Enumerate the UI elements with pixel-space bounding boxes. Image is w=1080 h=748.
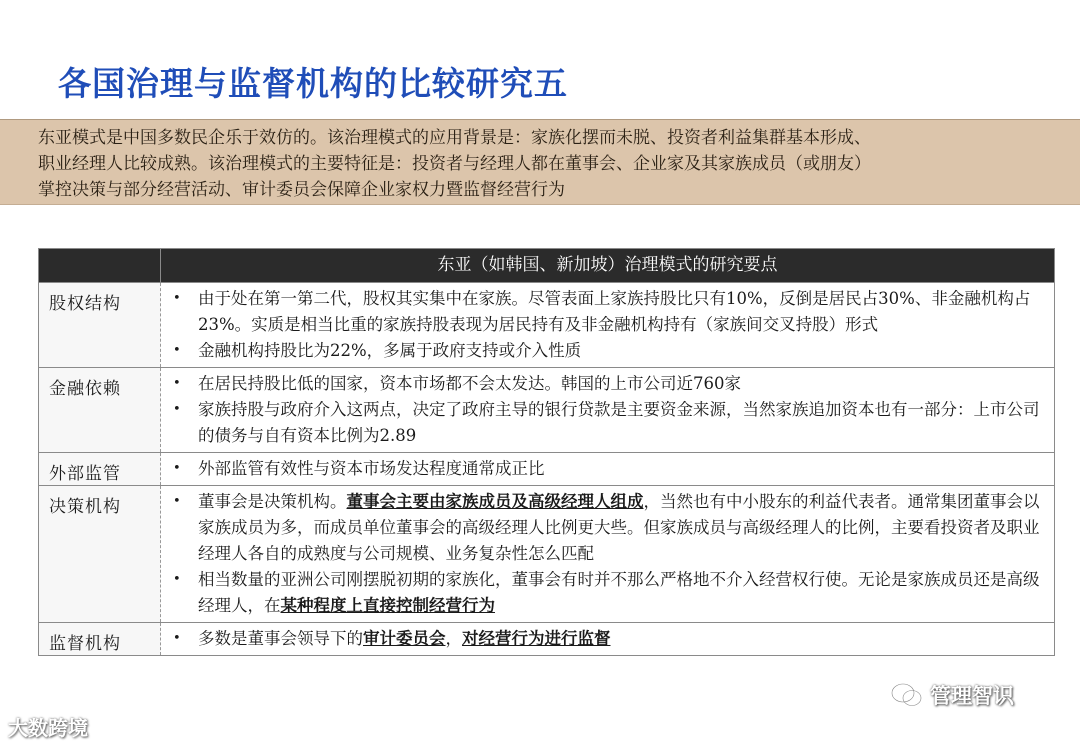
item-text: 相当数量的亚洲公司刚摆脱初期的家族化，董事会有时并不那么严格地不介入经营权行使。无论是家族成员还是高级经理人，在 xyxy=(198,570,1040,615)
list-item xyxy=(171,626,1044,652)
list-item xyxy=(171,489,1044,567)
table-row xyxy=(39,283,1055,368)
item-text: 由于处在第一第二代，股权其实集中在家族。尽管表面上家族持股比只有10%，反倒是居民占30%、非金融机构占23%。实质是相当比重的家族持股表现为居民持有及非金融机构持有（家族间交叉持股）形式 xyxy=(198,289,1031,334)
bullet-list xyxy=(171,489,1044,619)
row-content xyxy=(161,623,1055,656)
watermark-right-text: 管理智识 xyxy=(930,684,1014,708)
bullet-icon: • xyxy=(173,494,181,509)
comparison-table xyxy=(38,248,1055,656)
row-content xyxy=(161,486,1055,623)
table-row xyxy=(39,486,1055,623)
watermark-left-text: 大数跨境 xyxy=(8,716,88,740)
watermark-left xyxy=(8,712,88,741)
emphasis-text: 某种程度上直接控制经营行为 xyxy=(280,596,495,615)
intro-line: 东亚模式是中国多数民企乐于效仿的。该治理模式的应用背景是：家族化摆而未脱、投资者利益集群基本形成、 xyxy=(38,128,871,148)
emphasis-text: 审计委员会 xyxy=(363,629,446,648)
bullet-list xyxy=(171,371,1044,449)
bullet-icon: • xyxy=(173,402,181,417)
list-item xyxy=(171,338,1044,364)
row-content xyxy=(161,453,1055,486)
list-item xyxy=(171,286,1044,338)
table-header: 东亚（如韩国、新加坡）治理模式的研究要点 xyxy=(161,249,1055,283)
emphasis-text: 对经营行为进行监督 xyxy=(462,629,611,648)
bullet-icon: • xyxy=(173,572,181,587)
list-item xyxy=(171,371,1044,397)
bullet-icon: • xyxy=(173,631,181,646)
bullet-list xyxy=(171,286,1044,364)
table-header-row xyxy=(39,249,1055,283)
bullet-icon: • xyxy=(173,291,181,306)
bullet-icon: • xyxy=(173,461,181,476)
item-text: 在居民持股比低的国家，资本市场都不会太发达。韩国的上市公司近760家 xyxy=(198,374,741,393)
row-content xyxy=(161,283,1055,368)
item-text: 董事会是决策机构。 xyxy=(198,492,347,511)
row-content xyxy=(161,368,1055,453)
wechat-icon xyxy=(890,681,924,709)
row-label: 金融依赖 xyxy=(39,368,161,453)
list-item xyxy=(171,397,1044,449)
row-label: 监督机构 xyxy=(39,623,161,656)
item-text: ，当然也有中小股东的利益代表者。通常集团董事会以家族成员为多，而成员单位董事会的高级经理人比例更大些。但家族成员与高级经理人的比例，主要看投资者及职业经理人各自的成熟度与公司规模、业务复杂性怎么匹配 xyxy=(198,492,1040,563)
intro-line: 掌控决策与部分经营活动、审计委员会保障企业家权力暨监督经营行为 xyxy=(38,180,565,200)
table-row xyxy=(39,453,1055,486)
page-title: 各国治理与监督机构的比较研究五 xyxy=(58,64,568,103)
row-label: 外部监管 xyxy=(39,453,161,486)
item-text: 外部监管有效性与资本市场发达程度通常成正比 xyxy=(198,459,545,478)
item-text: 金融机构持股比为22%，多属于政府支持或介入性质 xyxy=(198,341,582,360)
list-item xyxy=(171,456,1044,482)
row-label: 决策机构 xyxy=(39,486,161,623)
table-row xyxy=(39,368,1055,453)
bullet-icon: • xyxy=(173,376,181,391)
item-text: ， xyxy=(445,629,462,648)
intro-line: 职业经理人比较成熟。该治理模式的主要特征是：投资者与经理人都在董事会、企业家及其家族成员（或朋友） xyxy=(38,154,871,174)
item-text: 家族持股与政府介入这两点，决定了政府主导的银行贷款是主要资金来源，当然家族追加资本也有一部分：上市公司的债务与自有资本比例为2.89 xyxy=(198,400,1040,445)
watermark-right xyxy=(890,680,1014,710)
table-corner-cell xyxy=(39,249,161,283)
table-row xyxy=(39,623,1055,656)
item-text: 多数是董事会领导下的 xyxy=(198,629,363,648)
list-item xyxy=(171,567,1044,619)
intro-box xyxy=(0,119,1080,205)
bullet-list xyxy=(171,456,1044,482)
row-label: 股权结构 xyxy=(39,283,161,368)
bullet-list xyxy=(171,626,1044,652)
bullet-icon: • xyxy=(173,343,181,358)
emphasis-text: 董事会主要由家族成员及高级经理人组成 xyxy=(346,492,644,511)
